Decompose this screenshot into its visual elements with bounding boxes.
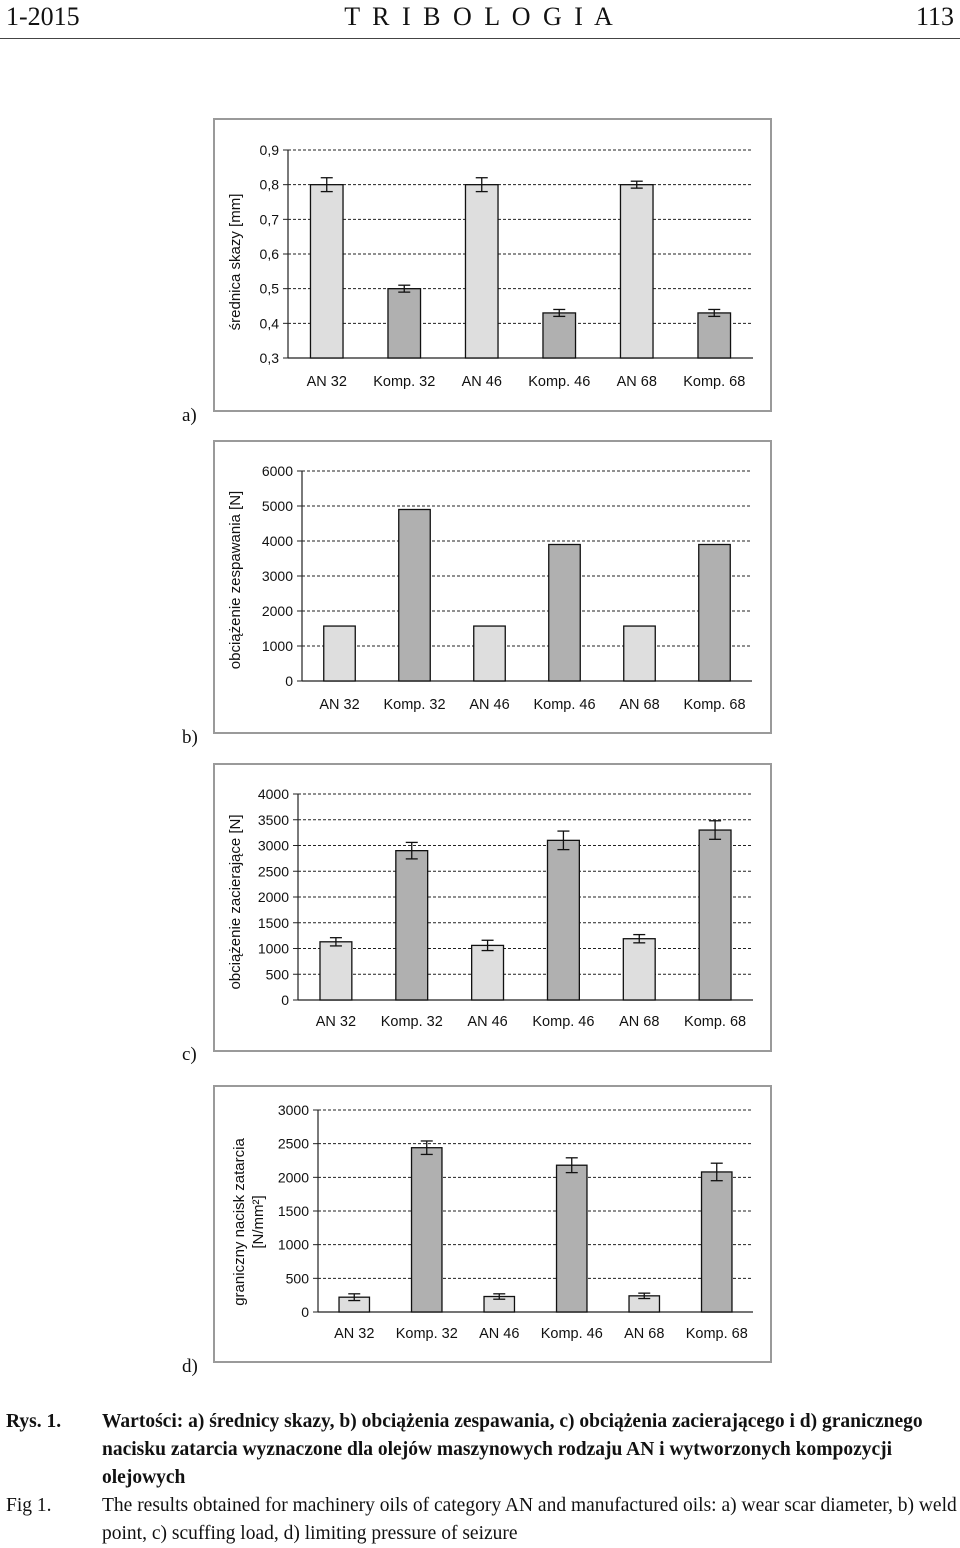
bar-komp-68 (698, 313, 731, 358)
y-tick-label: 0,7 (259, 211, 279, 228)
y-tick-label: 2000 (277, 1169, 309, 1186)
chart-frame (214, 441, 771, 733)
bar-komp-68 (702, 1172, 732, 1312)
y-tick-label: 4000 (257, 786, 289, 802)
y-tick-label: 0,5 (259, 280, 279, 297)
panel-label: a) (182, 405, 197, 426)
bar-komp-46 (557, 1165, 587, 1312)
bar-komp-46 (547, 840, 579, 1000)
x-category-label: AN 32 (334, 1326, 375, 1342)
bar-an-32 (310, 185, 343, 358)
issue-number: 1-2015 (6, 2, 80, 31)
y-tick-label: 0,4 (259, 315, 279, 332)
y-tick-label: 0,8 (259, 176, 279, 193)
y-tick-label: 1500 (277, 1203, 309, 1219)
x-category-label: AN 46 (467, 1014, 508, 1030)
x-category-label: AN 68 (619, 697, 660, 713)
chart-panel-c (182, 764, 771, 1065)
x-category-label: AN 32 (315, 1014, 357, 1030)
x-category-label: Komp. 46 (532, 1014, 595, 1030)
y-tick-label: 1000 (257, 940, 289, 957)
bar-an-46 (472, 945, 504, 1000)
x-category-label: Komp. 68 (684, 1014, 747, 1030)
y-tick-label: 6000 (261, 463, 293, 479)
y-tick-label: 0 (301, 1304, 309, 1320)
y-tick-label: 500 (285, 1270, 309, 1287)
panel-label: d) (182, 1356, 198, 1377)
page-number: 113 (915, 2, 954, 31)
x-category-label: AN 46 (479, 1326, 520, 1342)
x-category-label: Komp. 32 (383, 697, 446, 713)
bar-komp-46 (549, 545, 581, 682)
x-category-label: Komp. 68 (683, 697, 746, 713)
panel-label: b) (182, 727, 198, 748)
y-tick-label: 2000 (257, 889, 289, 905)
bar-komp-32 (396, 851, 428, 1000)
y-axis-unit: [N/mm²] (250, 1195, 267, 1249)
bar-an-46 (465, 185, 498, 358)
x-category-label: AN 32 (319, 697, 360, 713)
bar-an-68 (623, 939, 655, 1000)
y-tick-label: 0,9 (259, 142, 279, 158)
x-category-label: AN 68 (619, 1014, 660, 1030)
y-tick-label: 1000 (277, 1236, 309, 1253)
y-tick-label: 500 (265, 966, 289, 983)
chart-panel-d (182, 1086, 771, 1377)
y-axis-label: średnica skazy [mm] (227, 193, 244, 331)
caption-english-text: The results obtained for machinery oils of category AN and manufactured oils: a) wear scar diameter, b) weld point, c) scuffing load, d) limiting pressure of seizure (102, 1495, 957, 1544)
x-category-label: AN 68 (624, 1326, 665, 1342)
x-category-label: Komp. 32 (380, 1014, 443, 1030)
caption-polish-label: Rys. 1. (6, 1411, 62, 1432)
y-tick-label: 5000 (261, 498, 293, 514)
x-category-label: Komp. 32 (395, 1326, 458, 1342)
bar-an-68 (620, 185, 653, 358)
bar-komp-32 (399, 510, 431, 682)
y-tick-label: 0,6 (259, 246, 279, 262)
y-axis-label: obciążenie zespawania [N] (227, 490, 244, 670)
bar-an-68 (624, 626, 656, 681)
y-axis-label: graniczny nacisk zatarcia (231, 1138, 248, 1306)
bar-an-32 (324, 626, 356, 681)
x-category-label: Komp. 68 (685, 1326, 748, 1342)
caption-english-label: Fig 1. (6, 1495, 52, 1516)
bar-an-32 (320, 942, 352, 1000)
caption-polish-text: Wartości: a) średnicy skazy, b) obciążenia zespawania, c) obciążenia zacierającego i d) granicznego nacisku zatarcia wyznaczone dla olejów maszynowych rodzaju AN i wytworzonych kompozycji olejowych (102, 1411, 923, 1488)
y-tick-label: 3000 (261, 568, 293, 584)
chart-panel-a (182, 119, 771, 426)
x-category-label: AN 46 (469, 697, 510, 713)
y-tick-label: 3500 (257, 811, 289, 828)
chart-frame (214, 1086, 771, 1362)
bar-komp-32 (388, 289, 421, 358)
y-tick-label: 2500 (277, 1135, 309, 1152)
bar-an-46 (474, 626, 506, 681)
y-axis-label: obciążenie zacierające [N] (227, 814, 244, 990)
x-category-label: Komp. 46 (533, 697, 596, 713)
y-tick-label: 1500 (257, 914, 289, 931)
journal-title: T R I B O L O G I A (344, 2, 616, 31)
y-tick-label: 3000 (257, 837, 289, 854)
x-category-label: Komp. 32 (373, 374, 436, 390)
bar-komp-68 (699, 830, 731, 1000)
x-category-label: AN 32 (306, 374, 347, 390)
bar-komp-68 (699, 545, 731, 682)
y-tick-label: 0,3 (259, 350, 279, 366)
y-tick-label: 3000 (277, 1102, 309, 1118)
bar-komp-46 (543, 313, 576, 358)
y-tick-label: 2000 (261, 603, 293, 619)
x-category-label: AN 68 (616, 374, 657, 390)
y-tick-label: 4000 (261, 533, 293, 549)
y-tick-label: 1000 (261, 638, 293, 654)
x-category-label: Komp. 68 (683, 374, 746, 390)
y-tick-label: 2500 (257, 863, 289, 880)
chart-panel-b (182, 441, 771, 748)
x-category-label: AN 46 (461, 374, 502, 390)
y-tick-label: 0 (285, 673, 293, 689)
y-tick-label: 0 (281, 992, 289, 1008)
x-category-label: Komp. 46 (528, 374, 591, 390)
bar-komp-32 (412, 1148, 442, 1312)
x-category-label: Komp. 46 (540, 1326, 603, 1342)
panel-label: c) (182, 1044, 197, 1065)
